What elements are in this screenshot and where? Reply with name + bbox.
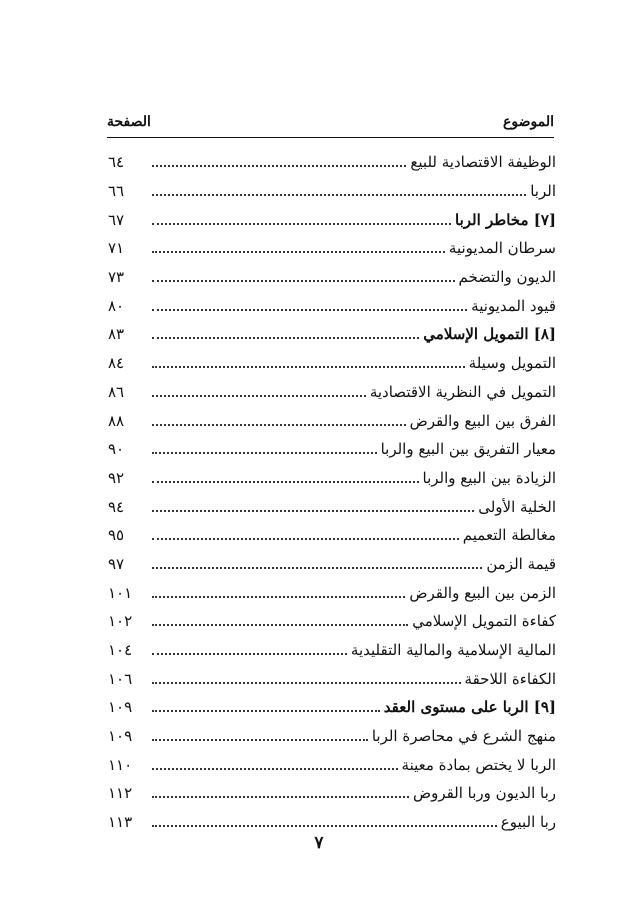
dot-leader bbox=[152, 567, 482, 569]
toc-entry-row bbox=[104, 148, 556, 177]
table-of-contents bbox=[104, 148, 556, 837]
toc-entry-row bbox=[104, 607, 556, 636]
toc-entry-page: ١٠١ bbox=[108, 583, 133, 602]
page-number: ٧ bbox=[314, 833, 324, 853]
dot-leader bbox=[152, 710, 380, 712]
toc-entry-title: مغالطة التعميم bbox=[462, 526, 556, 545]
toc-entry-page: ٨٤ bbox=[108, 354, 125, 373]
toc-entry-row bbox=[104, 263, 556, 292]
toc-entry-title: سرطان المديونية bbox=[448, 239, 556, 258]
dot-leader bbox=[152, 596, 405, 598]
toc-entry-page: ٦٤ bbox=[108, 153, 125, 172]
toc-entry-page: ١١٠ bbox=[108, 755, 133, 774]
dot-leader bbox=[152, 223, 451, 225]
toc-entry-row bbox=[104, 578, 556, 607]
toc-entry-row bbox=[104, 291, 556, 320]
dot-leader bbox=[152, 337, 419, 339]
topic-column-label: الموضوع bbox=[503, 114, 554, 130]
toc-entry-row bbox=[104, 664, 556, 693]
toc-entry-page: ١٠٤ bbox=[108, 641, 133, 660]
toc-entry-page: ٨٣ bbox=[108, 325, 125, 344]
toc-entry-page: ١١٣ bbox=[108, 813, 133, 832]
toc-entry-page: ٩٧ bbox=[108, 554, 125, 573]
toc-entry-title: معيار التفريق بين البيع والربا bbox=[380, 440, 556, 459]
dot-leader bbox=[152, 653, 347, 655]
toc-entry-page: ٦٦ bbox=[108, 182, 125, 201]
dot-leader bbox=[152, 481, 419, 483]
dot-leader bbox=[152, 395, 366, 397]
toc-entry-title: [٧] مخاطر الربا bbox=[455, 210, 556, 229]
toc-header bbox=[107, 110, 554, 134]
page-column-label: الصفحة bbox=[107, 114, 151, 130]
toc-entry-row bbox=[104, 378, 556, 407]
toc-section-row bbox=[104, 205, 556, 234]
toc-entry-row bbox=[104, 779, 556, 808]
toc-entry-title: الربا لا يختص بمادة معينة bbox=[401, 755, 556, 774]
dot-leader bbox=[152, 739, 368, 741]
dot-leader bbox=[152, 825, 497, 827]
toc-entry-title: الوظيفة الاقتصادية للبيع bbox=[410, 153, 556, 172]
toc-entry-title: [٨] التمويل الإسلامي bbox=[423, 325, 556, 344]
toc-entry-row bbox=[104, 492, 556, 521]
toc-entry-page: ٨٠ bbox=[108, 296, 125, 315]
toc-entry-title: قيود المديونية bbox=[471, 296, 556, 315]
toc-entry-title: الخلية الأولى bbox=[478, 497, 556, 516]
toc-entry-page: ٦٧ bbox=[108, 210, 125, 229]
dot-leader bbox=[152, 165, 406, 167]
toc-entry-row bbox=[104, 636, 556, 665]
toc-entry-title: الزمن بين البيع والقرض bbox=[409, 583, 556, 602]
dot-leader bbox=[152, 424, 406, 426]
toc-entry-page: ١٠٩ bbox=[108, 727, 133, 746]
toc-entry-title: الزيادة بين البيع والربا bbox=[422, 468, 556, 487]
toc-entry-title: منهج الشرع في محاصرة الربا bbox=[371, 727, 556, 746]
toc-entry-page: ١٠٦ bbox=[108, 669, 133, 688]
toc-entry-row bbox=[104, 750, 556, 779]
toc-entry-page: ٨٨ bbox=[108, 411, 125, 430]
toc-entry-page: ٨٦ bbox=[108, 382, 125, 401]
toc-entry-row bbox=[104, 435, 556, 464]
header-divider bbox=[107, 137, 554, 138]
dot-leader bbox=[152, 280, 455, 282]
toc-entry-row bbox=[104, 550, 556, 579]
toc-entry-title: قيمة الزمن bbox=[486, 554, 556, 573]
toc-entry-row bbox=[104, 521, 556, 550]
toc-entry-title: التمويل وسيلة bbox=[468, 354, 556, 373]
toc-entry-title: الديون والتضخم bbox=[458, 268, 556, 287]
toc-entry-title: ربا البيوع bbox=[500, 813, 556, 832]
toc-entry-title: التمويل في النظرية الاقتصادية bbox=[369, 382, 556, 401]
dot-leader bbox=[152, 538, 459, 540]
toc-entry-row bbox=[104, 464, 556, 493]
toc-entry-title: المالية الإسلامية والمالية التقليدية bbox=[350, 641, 556, 660]
toc-entry-page: ١١٢ bbox=[108, 784, 133, 803]
toc-entry-title: الكفاءة اللاحقة bbox=[464, 669, 556, 688]
toc-entry-page: ١٠٩ bbox=[108, 698, 133, 717]
dot-leader bbox=[152, 796, 409, 798]
dot-leader bbox=[152, 510, 474, 512]
toc-entry-title: [٩] الربا على مستوى العقد bbox=[383, 698, 556, 717]
toc-entry-page: ٧٣ bbox=[108, 268, 125, 287]
toc-section-row bbox=[104, 693, 556, 722]
dot-leader bbox=[152, 309, 467, 311]
dot-leader bbox=[152, 194, 526, 196]
dot-leader bbox=[152, 768, 398, 770]
toc-entry-title: الفرق بين البيع والقرض bbox=[409, 411, 556, 430]
toc-entry-row bbox=[104, 722, 556, 751]
toc-entry-page: ٩٥ bbox=[108, 526, 125, 545]
toc-entry-page: ٩٤ bbox=[108, 497, 125, 516]
toc-entry-page: ١٠٢ bbox=[108, 612, 133, 631]
toc-entry-row bbox=[104, 234, 556, 263]
toc-entry-title: كفاءة التمويل الإسلامي bbox=[412, 612, 556, 631]
toc-entry-row bbox=[104, 349, 556, 378]
toc-entry-page: ٧١ bbox=[108, 239, 125, 258]
toc-section-row bbox=[104, 320, 556, 349]
toc-entry-row bbox=[104, 406, 556, 435]
dot-leader bbox=[152, 366, 465, 368]
dot-leader bbox=[152, 624, 408, 626]
dot-leader bbox=[152, 682, 461, 684]
toc-entry-title: الربا bbox=[530, 182, 556, 201]
dot-leader bbox=[152, 452, 377, 454]
toc-entry-page: ٩٢ bbox=[108, 468, 125, 487]
toc-entry-page: ٩٠ bbox=[108, 440, 125, 459]
dot-leader bbox=[152, 251, 445, 253]
toc-entry-row bbox=[104, 177, 556, 206]
toc-entry-title: ربا الديون وربا القروض bbox=[412, 784, 556, 803]
